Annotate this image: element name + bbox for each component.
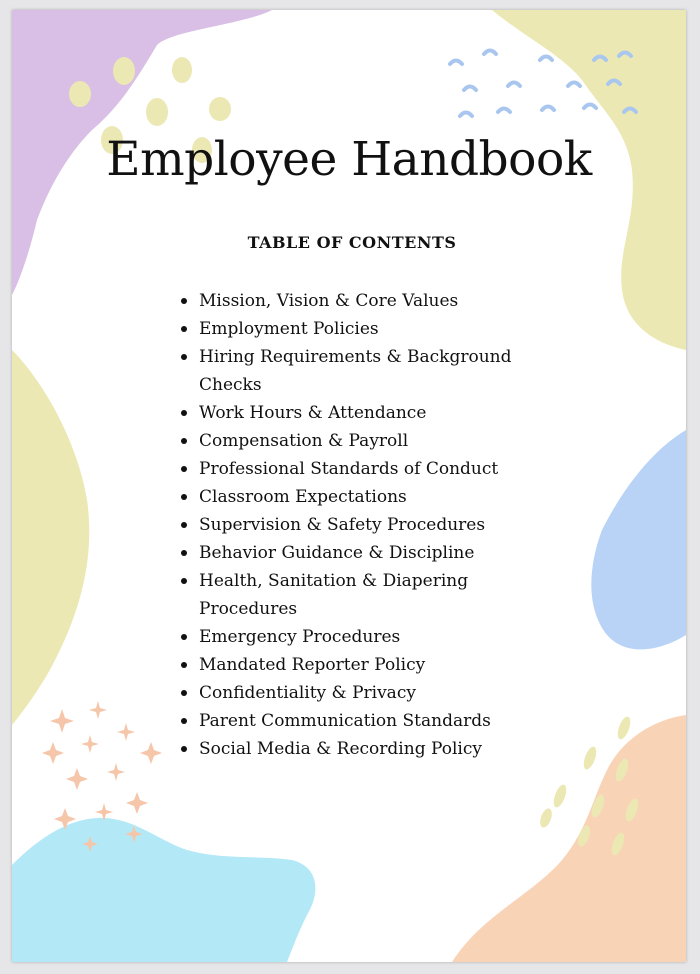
toc-item: Health, Sanitation & Diapering Procedures (199, 567, 559, 623)
yellow-blob-left (12, 350, 89, 725)
toc-item: Classroom Expectations (199, 483, 559, 511)
toc-item: Compensation & Payroll (199, 427, 559, 455)
handbook-page (12, 10, 686, 962)
toc-item: Professional Standards of Conduct (199, 455, 559, 483)
toc-item: Parent Communication Standards (199, 707, 559, 735)
toc-heading: TABLE OF CONTENTS (247, 233, 457, 252)
toc-item: Mission, Vision & Core Values (199, 287, 559, 315)
toc-item: Hiring Requirements & Background Checks (199, 343, 559, 399)
toc-item: Behavior Guidance & Discipline (199, 539, 559, 567)
toc-item: Confidentiality & Privacy (199, 679, 559, 707)
page-title: Employee Handbook (106, 132, 592, 187)
blue-blob (591, 430, 686, 649)
toc-item: Social Media & Recording Policy (199, 735, 559, 763)
toc-item: Work Hours & Attendance (199, 399, 559, 427)
toc-item: Supervision & Safety Procedures (199, 511, 559, 539)
toc-list (199, 287, 559, 763)
toc-item: Mandated Reporter Policy (199, 651, 559, 679)
toc-item: Employment Policies (199, 315, 559, 343)
aqua-blob (12, 818, 315, 962)
toc-item: Emergency Procedures (199, 623, 559, 651)
